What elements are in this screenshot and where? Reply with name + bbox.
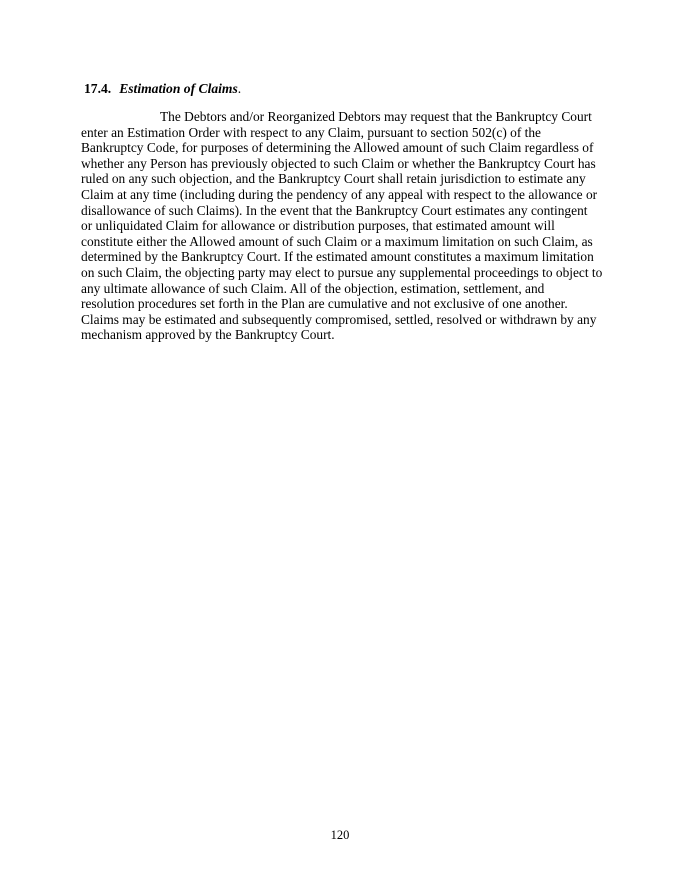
paragraph-line: determined by the Bankruptcy Court. If the estimated amount constitutes a maximum limitation — [81, 249, 594, 265]
paragraph-line: constitute either the Allowed amount of such Claim or a maximum limitation on such Claim, as — [81, 233, 593, 249]
paragraph-line: whether any Person has previously objected to such Claim or whether the Bankruptcy Court has — [81, 155, 596, 171]
paragraph-line: on such Claim, the objecting party may elect to pursue any supplemental proceedings to object to — [81, 264, 603, 280]
section-number: 17.4. — [84, 81, 112, 96]
paragraph-line: Claim at any time (including during the pendency of any appeal with respect to the allowance or — [81, 186, 598, 202]
paragraph-line: disallowance of such Claims). In the event that the Bankruptcy Court estimates any contingent — [81, 202, 588, 218]
section-title-punctuation: . — [237, 81, 242, 96]
section-title: Estimation of Claims — [119, 81, 238, 96]
paragraph-line: The Debtors and/or Reorganized Debtors may request that the Bankruptcy Court — [160, 109, 592, 124]
paragraph-line: Claims may be estimated and subsequently compromised, settled, resolved or withdrawn by any — [81, 311, 597, 327]
paragraph-line: ruled on any such objection, and the Bankruptcy Court shall retain jurisdiction to estimate any — [81, 171, 586, 187]
paragraph-line: Bankruptcy Code, for purposes of determining the Allowed amount of such Claim regardless of — [81, 140, 594, 156]
paragraph-line: enter an Estimation Order with respect to any Claim, pursuant to section 502(c) of the — [81, 124, 541, 140]
paragraph-line: mechanism approved by the Bankruptcy Court. — [81, 327, 335, 343]
paragraph-line: any ultimate allowance of such Claim. All of the objection, estimation, settlement, and — [81, 280, 545, 296]
paragraph-line: or unliquidated Claim for allowance or distribution purposes, that estimated amount will — [81, 218, 555, 234]
page-number: 120 — [330, 828, 350, 842]
section-paragraph — [81, 109, 611, 343]
section-heading — [84, 80, 241, 98]
paragraph-line: resolution procedures set forth in the Plan are cumulative and not exclusive of one another. — [81, 296, 568, 312]
